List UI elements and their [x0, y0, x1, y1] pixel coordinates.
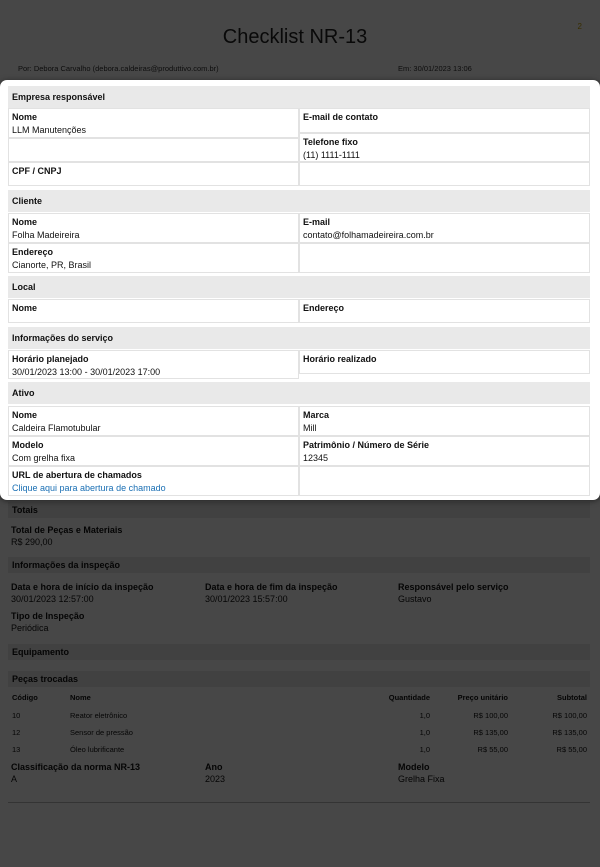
client-empty-cell: [299, 243, 590, 273]
company-name-cell: [8, 108, 299, 138]
asset-model-label: Modelo: [12, 440, 44, 450]
asset-empty-cell: [299, 466, 590, 496]
company-cpf-cell: [8, 162, 299, 186]
asset-url-label: URL de abertura de chamados: [12, 470, 142, 480]
client-address-value: Cianorte, PR, Brasil: [12, 260, 92, 270]
service-done-cell: [299, 350, 590, 374]
service-planned-cell: [8, 350, 299, 379]
asset-model-cell: [8, 436, 299, 466]
company-phone-value: (11) 1111-1111: [303, 150, 360, 160]
client-address-cell: [8, 243, 299, 273]
location-address-label: Endereço: [303, 303, 345, 313]
location-name-label: Nome: [12, 303, 38, 313]
client-name-label: Nome: [12, 217, 38, 227]
service-header: Informações do serviço: [8, 327, 590, 349]
location-header: Local: [8, 276, 590, 298]
company-email-label: E-mail de contato: [303, 112, 379, 122]
service-done-label: Horário realizado: [303, 354, 377, 364]
client-address-label: Endereço: [12, 247, 54, 257]
client-email-label: E-mail: [303, 217, 331, 227]
asset-brand-value: Mill: [303, 423, 317, 433]
asset-brand-label: Marca: [303, 410, 330, 420]
client-name-cell: [8, 213, 299, 243]
asset-serial-value: 12345: [303, 453, 329, 463]
asset-serial-label: Patrimônio / Número de Série: [303, 440, 430, 450]
client-email-value: contato@folhamadeireira.com.br: [303, 230, 434, 240]
company-name-value: LLM Manutenções: [12, 125, 87, 135]
service-planned-value: 30/01/2023 13:00 - 30/01/2023 17:00: [12, 367, 161, 377]
company-phone-label: Telefone fixo: [303, 137, 358, 147]
client-email-cell: [299, 213, 590, 243]
asset-model-value: Com grelha fixa: [12, 453, 76, 463]
asset-header: Ativo: [8, 382, 590, 404]
asset-serial-cell: [299, 436, 590, 466]
asset-brand-cell: [299, 406, 590, 436]
asset-name-value: Caldeira Flamotubular: [12, 423, 101, 433]
ticket-link[interactable]: Clique aqui para abertura de chamado: [12, 483, 166, 493]
company-email-cell: [299, 108, 590, 133]
client-header: Cliente: [8, 190, 590, 212]
location-name-cell: [8, 299, 299, 323]
details-modal: [0, 80, 600, 500]
company-empty-cell: [8, 138, 299, 162]
service-planned-label: Horário planejado: [12, 354, 89, 364]
location-address-cell: [299, 299, 590, 323]
asset-url-cell: [8, 466, 299, 496]
company-header: Empresa responsável: [8, 86, 590, 108]
client-name-value: Folha Madeireira: [12, 230, 80, 240]
company-phone-cell: [299, 133, 590, 162]
company-name-label: Nome: [12, 112, 38, 122]
asset-name-cell: [8, 406, 299, 436]
company-empty-cell-2: [299, 162, 590, 186]
company-cpf-label: CPF / CNPJ: [12, 166, 62, 176]
asset-name-label: Nome: [12, 410, 38, 420]
